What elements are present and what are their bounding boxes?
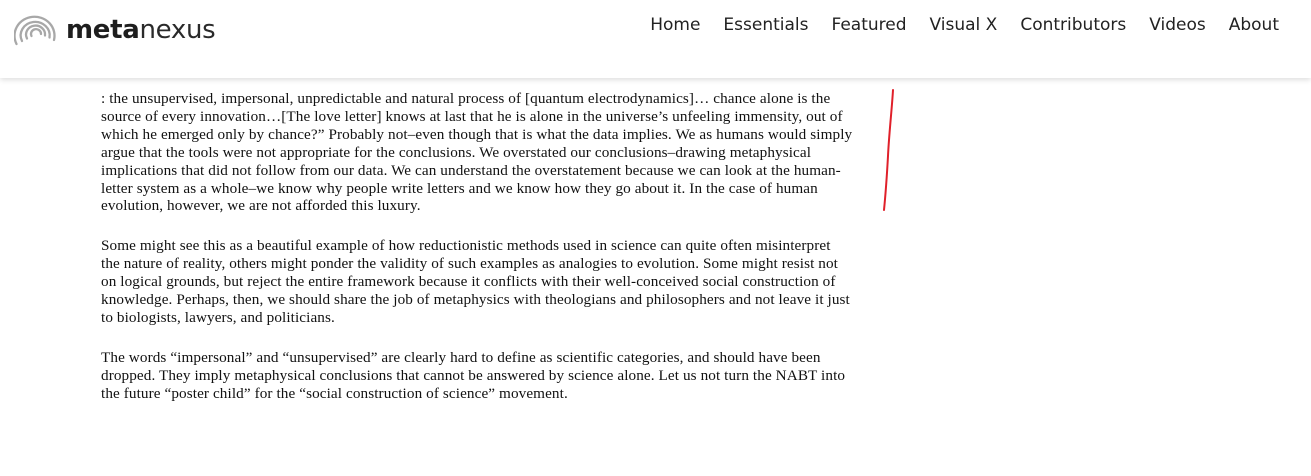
nav-contributors[interactable]: Contributors — [1020, 15, 1127, 35]
site-header — [0, 0, 1311, 78]
main-nav — [650, 14, 1279, 36]
logo-wordmark-light: nexus — [139, 15, 216, 45]
nav-featured[interactable]: Featured — [831, 15, 907, 35]
nav-visual-x[interactable]: Visual X — [929, 15, 998, 35]
logo-wordmark-bold: meta — [66, 15, 140, 45]
site-logo[interactable] — [14, 11, 215, 49]
article-paragraph-1: : the unsupervised, impersonal, unpredictable and natural process of [quantum electrodynamics]… chance alone is the source of every innovation…[The love letter] knows at last that he is alone in the universe’s unfeeling immensity, out of which he emerged only by chance?” Probably not–even though that is what the data implies. We as humans would simply argue that the tools were not appropriate for the conclusions. We overstated our conclusions–drawing metaphysical implications that did not follow from our data. We can understand the overstatement because we can look at the human-letter system as a whole–we know why people write letters and we know how they go about it. In the case of human evolution, however, we are not afforded this luxury. — [101, 90, 853, 215]
nav-home[interactable]: Home — [650, 15, 701, 35]
article-paragraph-3: The words “impersonal” and “unsupervised” are clearly hard to define as scientific categories, and should have been dropped. They imply metaphysical conclusions that cannot be answered by science alone. Let us not turn the NABT into the future “poster child” for the “social construction of science” movement. — [101, 348, 846, 402]
red-annotation-stroke — [876, 86, 900, 218]
spiral-logo-icon — [14, 11, 58, 49]
nav-essentials[interactable]: Essentials — [723, 15, 809, 35]
article-paragraph-2: Some might see this as a beautiful example of how reductionistic methods used in science can quite often misinterpret the nature of reality, others might ponder the validity of such examples as analogies to evolution. Some might resist not on logical grounds, but reject the entire framework because it conflicts with their well-conceived social construction of knowledge. Perhaps, then, we should share the job of metaphysics with theologians and philosophers and not leave it just to biologists, lawyers, and politicians. — [101, 237, 850, 326]
nav-videos[interactable]: Videos — [1149, 15, 1206, 35]
nav-about[interactable]: About — [1228, 15, 1279, 35]
article-body — [101, 90, 853, 425]
logo-wordmark — [66, 11, 215, 49]
